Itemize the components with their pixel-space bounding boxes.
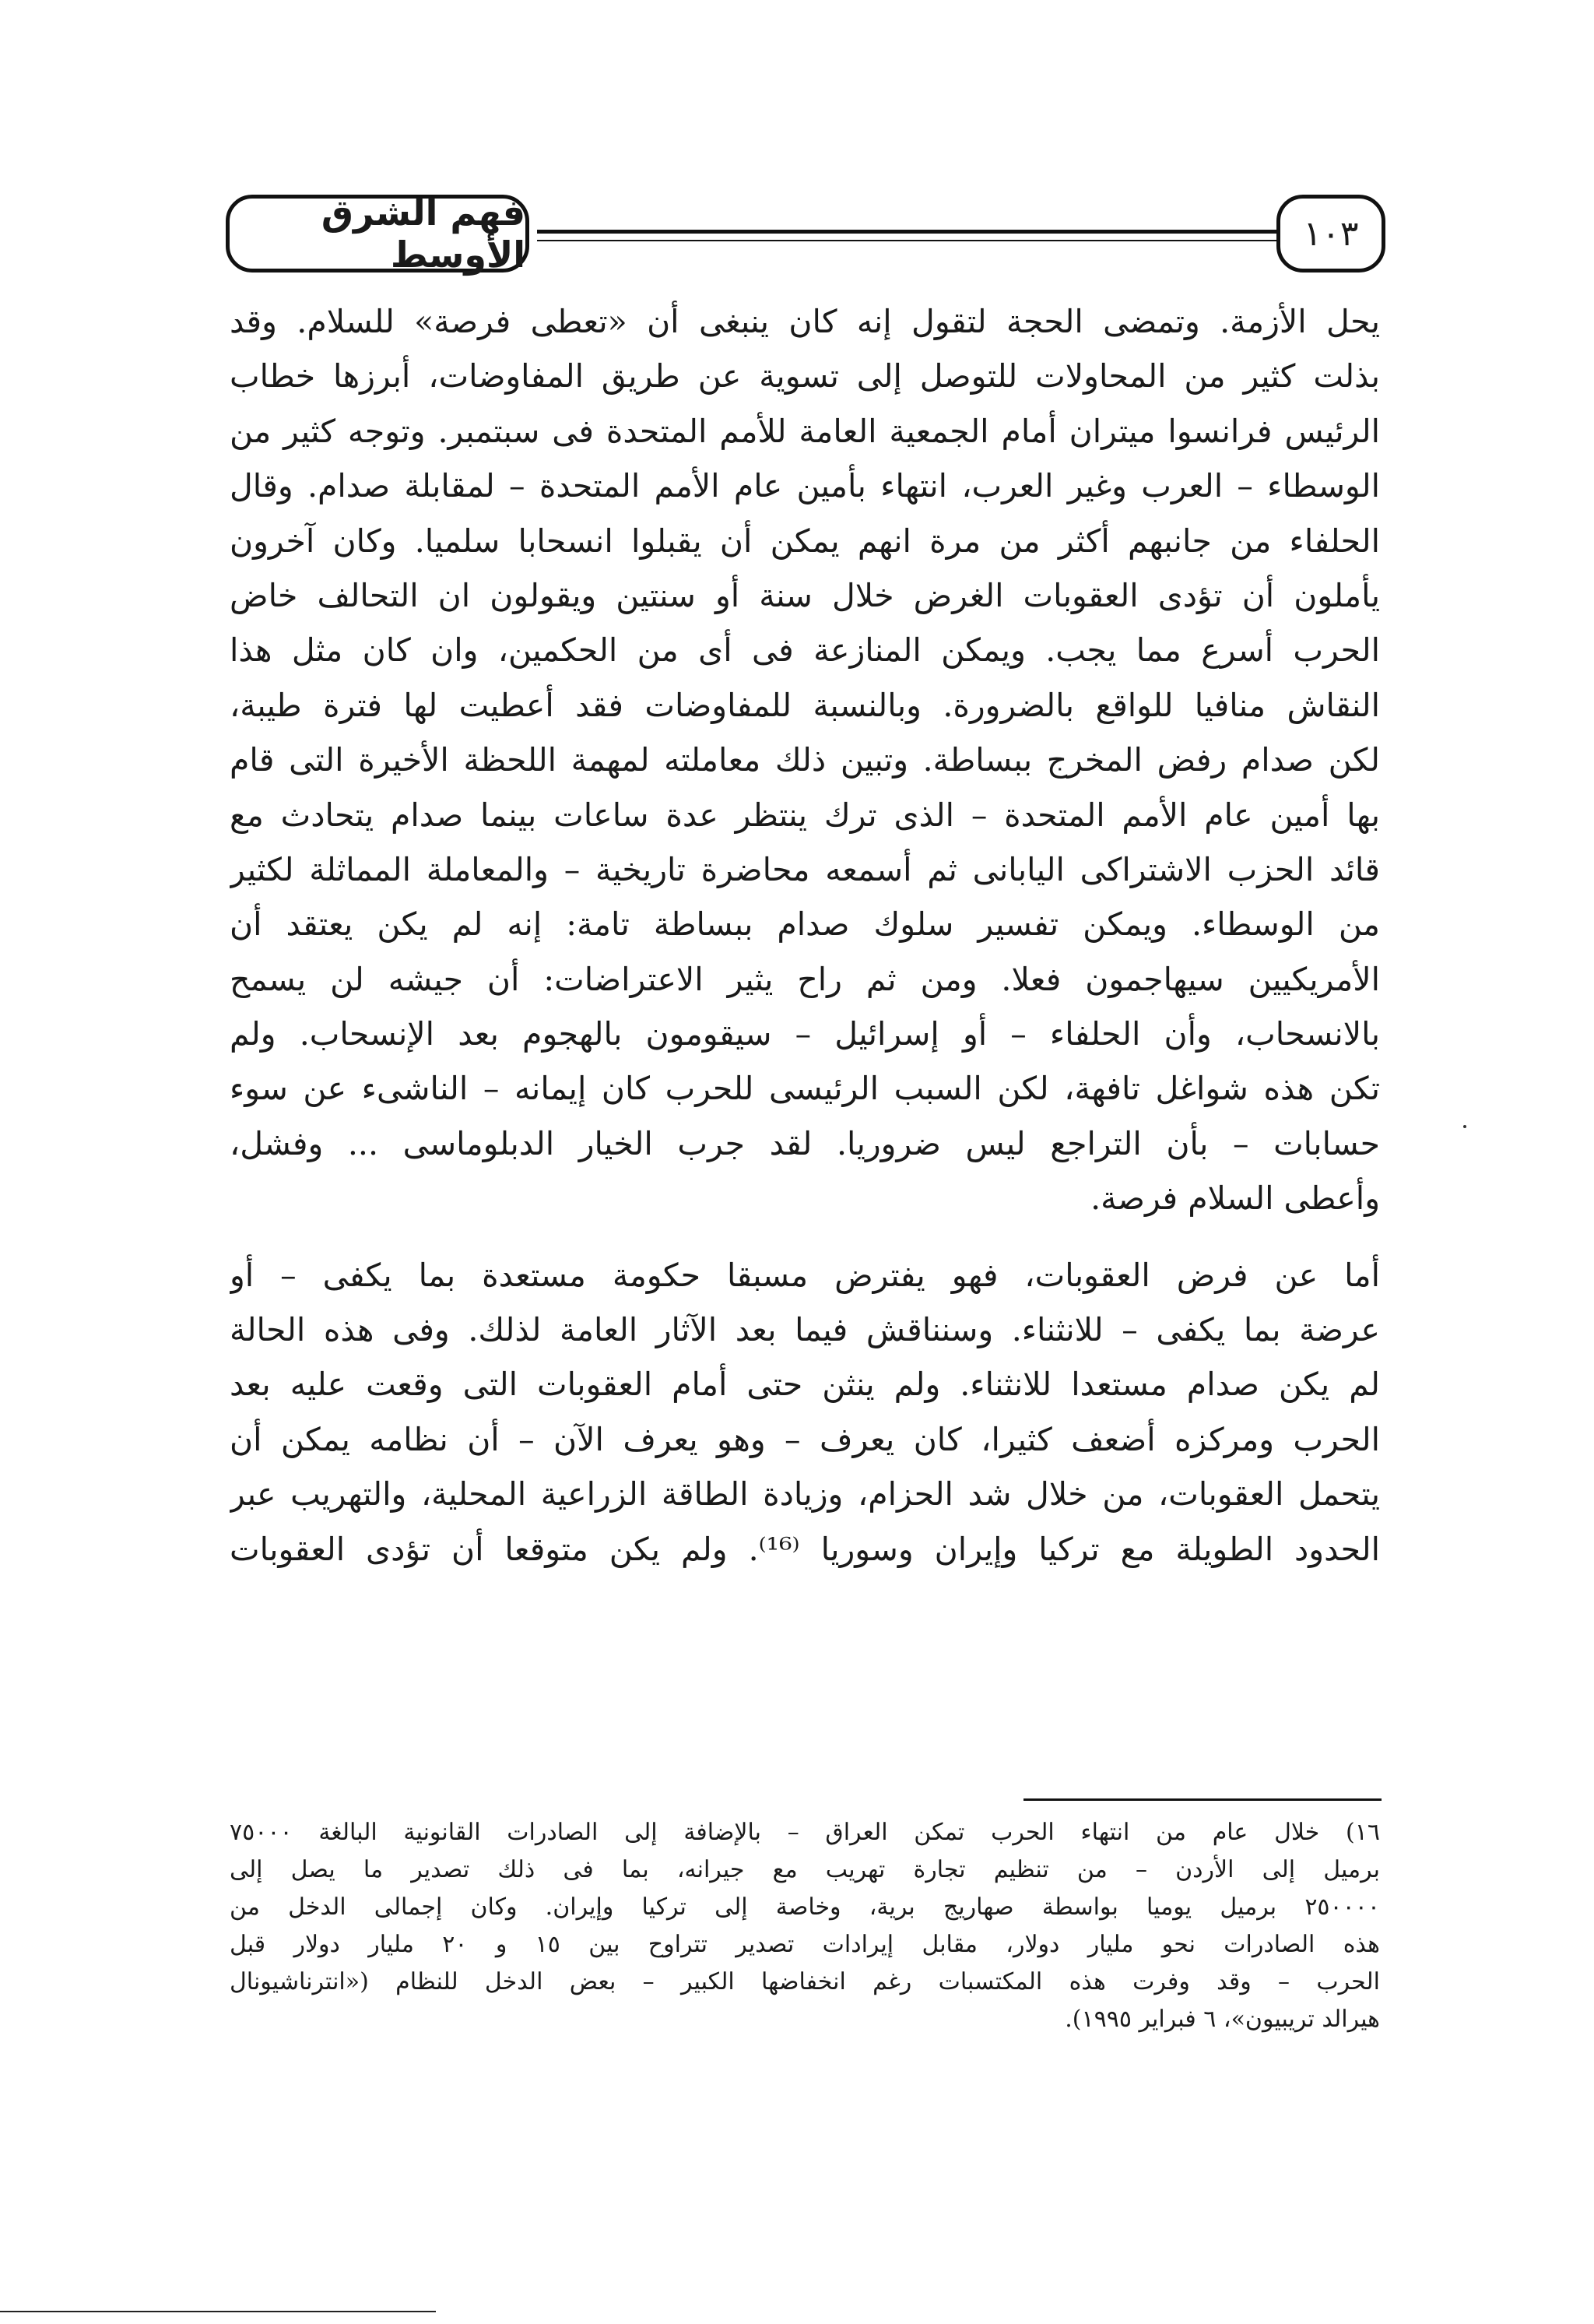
running-title-box (226, 192, 529, 276)
footnote-line: هذه الصادرات نحو مليار دولار، مقابل إيرادات تصدير تتراوح بين ١٥ و ٢٠ مليار دولار قبل (230, 1931, 1380, 1958)
text-line: عرضة بما يكفى – للانثناء. وسنناقش فيما بعد الآثار العامة لذلك. وفى هذه الحالة (230, 1311, 1380, 1349)
text-line: الرئيس فرانسوا ميتران أمام الجمعية العامة للأمم المتحدة فى سبتمبر. وتوجه كثير من (230, 412, 1380, 450)
running-header (226, 192, 1385, 280)
text-line: الوسطاء – العرب وغير العرب، انتهاء بأمين عام الأمم المتحدة – لمقابلة صدام. وقال (230, 467, 1380, 505)
text-line: حسابات – بأن التراجع ليس ضروريا. لقد جرب الخيار الدبلوماسى ... وفشل، (230, 1124, 1380, 1162)
footnote-line: ١٦) خلال عام من انتهاء الحرب تمكن العراق – بالإضافة إلى الصادرات القانونية البالغة ٧٥٠٠٠ (230, 1819, 1380, 1846)
footnote-line: الحرب – وقد وفرت هذه المكتسبات رغم انخفاضها الكبير – بعض الدخل للنظام («انترناشيونال (230, 1968, 1380, 1995)
text-line: الحرب ومركزه أضعف كثيرا، كان يعرف – وهو يعرف الآن – أن نظامه يمكن أن (230, 1420, 1380, 1458)
paragraph-1 (230, 294, 1380, 1226)
text-line: قائد الحزب الاشتراكى اليابانى ثم أسمعه محاضرة تاريخية – والمعاملة المماثلة لكثير (230, 850, 1380, 888)
footnote-line: ٢٥٠٠٠٠ برميل يوميا بواسطة صهاريج برية، وخاصة إلى تركيا وإيران. وكان إجمالى الدخل من (230, 1893, 1380, 1921)
text-line: الحرب أسرع مما يجب. ويمكن المنازعة فى أى من الحكمين، وان كان مثل هذا (230, 631, 1380, 670)
footnote-line: هيرالد تريبيون»، ٦ فبراير ١٩٩٥). (1065, 2006, 1380, 2033)
footnote-separator (1023, 1798, 1382, 1801)
text-line: الحدود الطويلة مع تركيا وإيران وسوريا ⁽¹⁶⁾. ولم يكن متوقعا أن تؤدى العقوبات (230, 1530, 1380, 1568)
header-rule-thick (537, 230, 1276, 234)
scan-speck (1463, 1125, 1466, 1128)
paragraph-gap (230, 1226, 1380, 1248)
text-line: لكن صدام رفض المخرج ببساطة. وتبين ذلك معاملته لمهمة اللحظة الأخيرة التى قام (230, 741, 1380, 779)
text-line: بذلت كثير من المحاولات للتوصل إلى تسوية عن طريق المفاوضات، أبرزها خطاب (230, 357, 1380, 396)
text-line: يتحمل العقوبات، من خلال شد الحزام، وزيادة الطاقة الزراعية المحلية، والتهريب عبر (230, 1475, 1380, 1514)
text-line: أما عن فرض العقوبات، فهو يفترض مسبقا حكومة مستعدة بما يكفى – أو (230, 1256, 1380, 1294)
main-text (230, 294, 1380, 1577)
text-line: من الوسطاء. ويمكن تفسير سلوك صدام ببساطة تامة: إنه لم يكن يعتقد أن (230, 905, 1380, 944)
text-line: يحل الأزمة. وتمضى الحجة لتقول إنه كان ينبغى أن «تعطى فرصة» للسلام. وقد (230, 303, 1380, 340)
text-line: بالانسحاب، وأن الحلفاء – أو إسرائيل – سيقومون بالهجوم بعد الإنسحاب. ولم (230, 1015, 1380, 1053)
footnote-16 (230, 1814, 1380, 2038)
text-line: النقاش منافيا للواقع بالضرورة. وبالنسبة للمفاوضات فقد أعطيت لها فترة طيبة، (230, 686, 1380, 724)
header-rule-thin (537, 240, 1276, 241)
page-number: ١٠٣ (1303, 213, 1359, 254)
text-line: لم يكن صدام مستعدا للانثناء. ولم ينثن حتى أمام العقوبات التى وقعت عليه بعد (230, 1366, 1380, 1404)
scan-edge-line (0, 2311, 436, 2312)
running-title: فهم الشرق الأوسط (321, 192, 525, 276)
text-line: يأملون أن تؤدى العقوبات الغرض خلال سنة أو سنتين ويقولون ان التحالف خاض (230, 576, 1380, 614)
page-number-box (1276, 195, 1385, 272)
footnote-line: برميل إلى الأردن – من تنظيم تجارة تهريب مع جيرانه، بما فى ذلك تصدير ما يصل إلى (230, 1856, 1380, 1883)
text-line: بها أمين عام الأمم المتحدة – الذى ترك ينتظر عدة ساعات بينما صدام يتحادث مع (230, 796, 1380, 834)
text-line: الأمريكيين سيهاجمون فعلا. ومن ثم راح يثير الاعتراضات: أن جيشه لن يسمح (230, 960, 1380, 998)
text-line: تكن هذه شواغل تافهة، لكن السبب الرئيسى للحرب كان إيمانه – الناشىء عن سوء (230, 1070, 1380, 1108)
text-line: الحلفاء من جانبهم أكثر من مرة انهم يمكن أن يقبلوا انسحابا سلميا. وكان آخرون (230, 522, 1380, 560)
paragraph-2 (230, 1248, 1380, 1577)
text-line: وأعطى السلام فرصة. (1090, 1180, 1380, 1218)
